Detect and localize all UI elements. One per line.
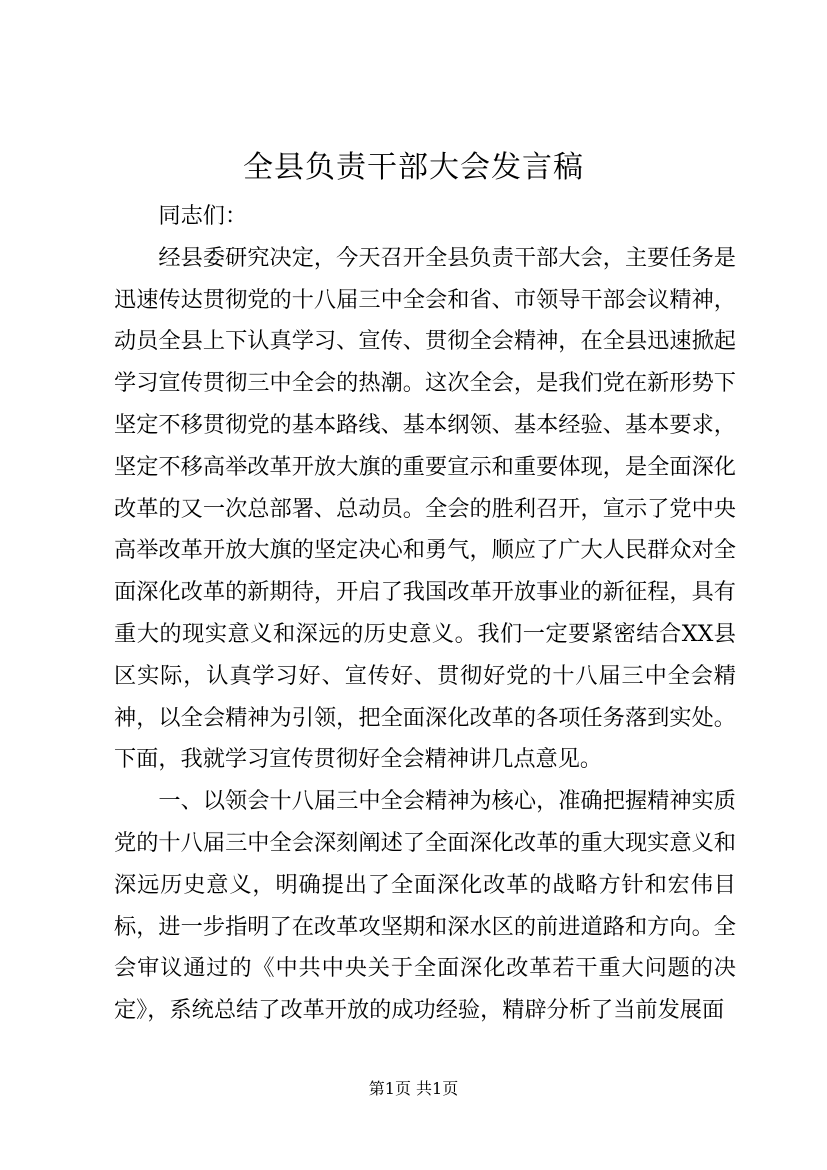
salutation: 同志们： bbox=[158, 203, 248, 229]
body-paragraph-1: 经县委研究决定，今天召开全县负责干部大会，主要任务是迅速传达贯彻党的十八届三中全会和省、市领导干部会议精神，动员全县上下认真学习、宣传、贯彻全会精神，在全县迅速掀起学习宣传贯彻三中全会的热潮。这次全会，是我们党在新形势下坚定不移贯彻党的基本路线、基本纲领、基本经验、基本要求，坚定不移高举改革开放大旗的重要宣示和重要体现，是全面深化改革的又一次总部署、总动员。全会的胜利召开，宣示了党中央高举改革开放大旗的坚定决心和勇气，顺应了广大人民群众对全面深化改革的新期待，开启了我国改革开放事业的新征程，具有重大的现实意义和深远的历史意义。我们一定要紧密结合XX县区实际，认真学习好、宣传好、贯彻好党的十八届三中全会精神，以全会精神为引领，把全面深化改革的各项任务落到实处。下面，我就学习宣传贯彻好全会精神讲几点意见。 bbox=[114, 244, 736, 773]
body-paragraph-2: 一、以领会十八届三中全会精神为核心，准确把握精神实质党的十八届三中全会深刻阐述了全面深化改革的重大现实意义和深远历史意义，明确提出了全面深化改革的战略方针和宏伟目标，进一步指明了在改革攻坚期和深水区的前进道路和方向。全会审议通过的《中共中央关于全面深化改革若干重大问题的决定》，系统总结了改革开放的成功经验，精辟分析了当前发展面 bbox=[114, 788, 736, 1024]
document-body bbox=[114, 196, 736, 1032]
document-title: 全县负责干部大会发言稿 bbox=[243, 150, 584, 185]
page-number-footer: 第1页 共1页 bbox=[368, 1079, 459, 1098]
